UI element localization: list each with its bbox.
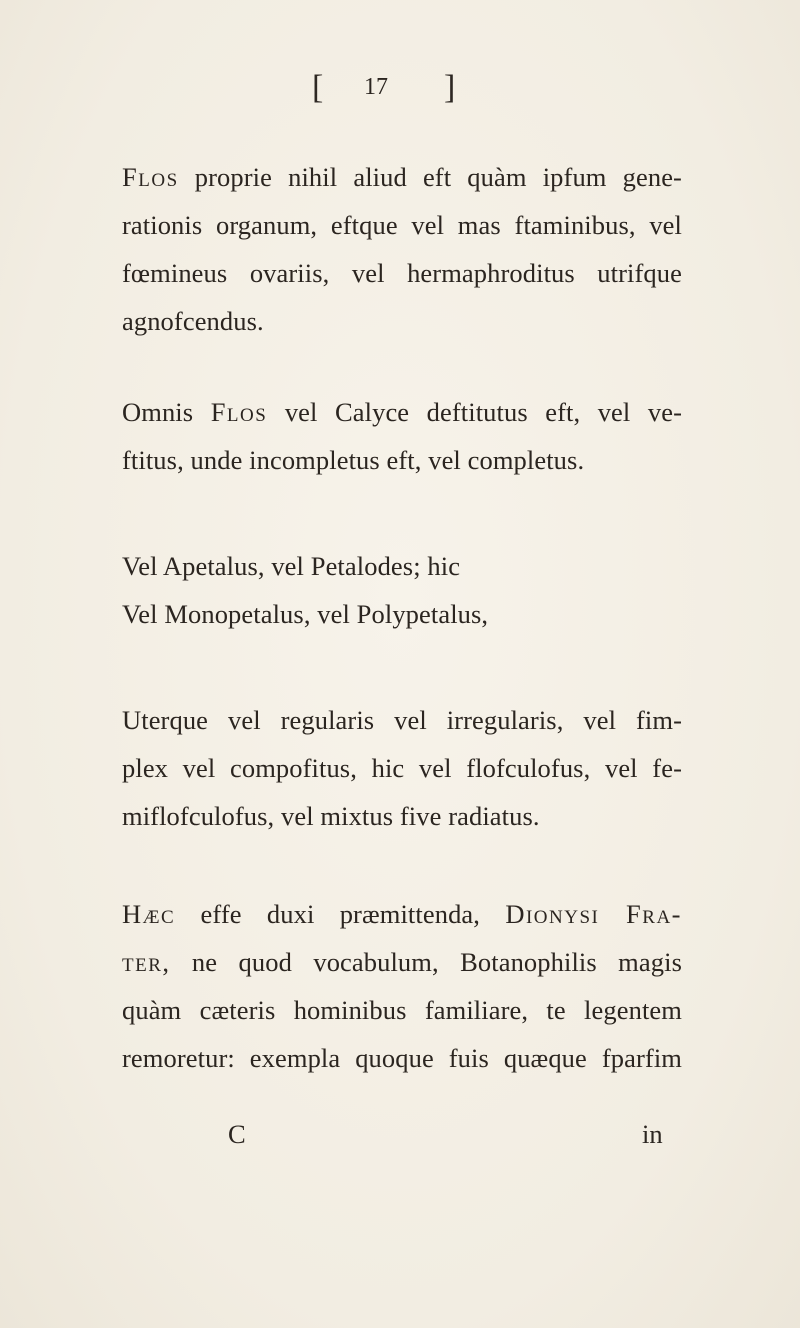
paragraph-haec bbox=[122, 890, 682, 1082]
text-line: Flos proprie nihil aliud eft quàm ipfum gene- bbox=[122, 162, 682, 192]
small-caps-word: Hæc bbox=[122, 899, 176, 929]
small-caps-name: Dionysi Fra- bbox=[505, 899, 682, 929]
text-line: Vel Apetalus, vel Petalodes; hic bbox=[122, 551, 461, 581]
page-number: 17 bbox=[364, 74, 388, 100]
text-line: fœmineus ovariis, vel hermaphroditus utrifque bbox=[122, 258, 682, 288]
small-caps-word: ter, bbox=[122, 947, 171, 977]
text-line: ter, ne quod vocabulum, Botanophilis magis bbox=[122, 947, 682, 977]
text-line: Hæc effe duxi præmittenda, Dionysi Fra- bbox=[122, 899, 682, 929]
text-line: miflofculofus, vel mixtus five radiatus. bbox=[122, 801, 540, 831]
text-line: agnofcendus. bbox=[122, 306, 264, 336]
text-line: remoretur: exempla quoque fuis quæque fparfim bbox=[122, 1043, 682, 1073]
page-footer bbox=[0, 1110, 800, 1158]
text-line: plex vel compofitus, hic vel flofculofus, vel fe- bbox=[122, 753, 682, 783]
paragraph-flos-definition bbox=[122, 153, 682, 345]
text-line: ftitus, unde incompletus eft, vel completus. bbox=[122, 445, 585, 475]
small-caps-word: Flos bbox=[210, 397, 268, 427]
text-line: rationis organum, eftque vel mas ftaminibus, vel bbox=[122, 210, 682, 240]
text-line: Uterque vel regularis vel irregularis, vel fim- bbox=[122, 705, 682, 735]
text-line: Omnis Flos vel Calyce deftitutus eft, vel ve- bbox=[122, 397, 682, 427]
small-caps-word: Flos bbox=[122, 162, 179, 192]
paragraph-uterque bbox=[122, 696, 682, 840]
signature-mark: C bbox=[228, 1119, 246, 1149]
header-bracket-left: [ bbox=[312, 69, 324, 106]
paragraph-omnis-flos bbox=[122, 388, 682, 484]
paragraph-apetalus bbox=[122, 542, 682, 638]
page-header bbox=[0, 68, 800, 108]
catchword: in bbox=[642, 1119, 663, 1149]
text-line: quàm cæteris hominibus familiare, te legentem bbox=[122, 995, 682, 1025]
text-line: Vel Monopetalus, vel Polypetalus, bbox=[122, 599, 489, 629]
header-bracket-right: ] bbox=[444, 69, 456, 106]
